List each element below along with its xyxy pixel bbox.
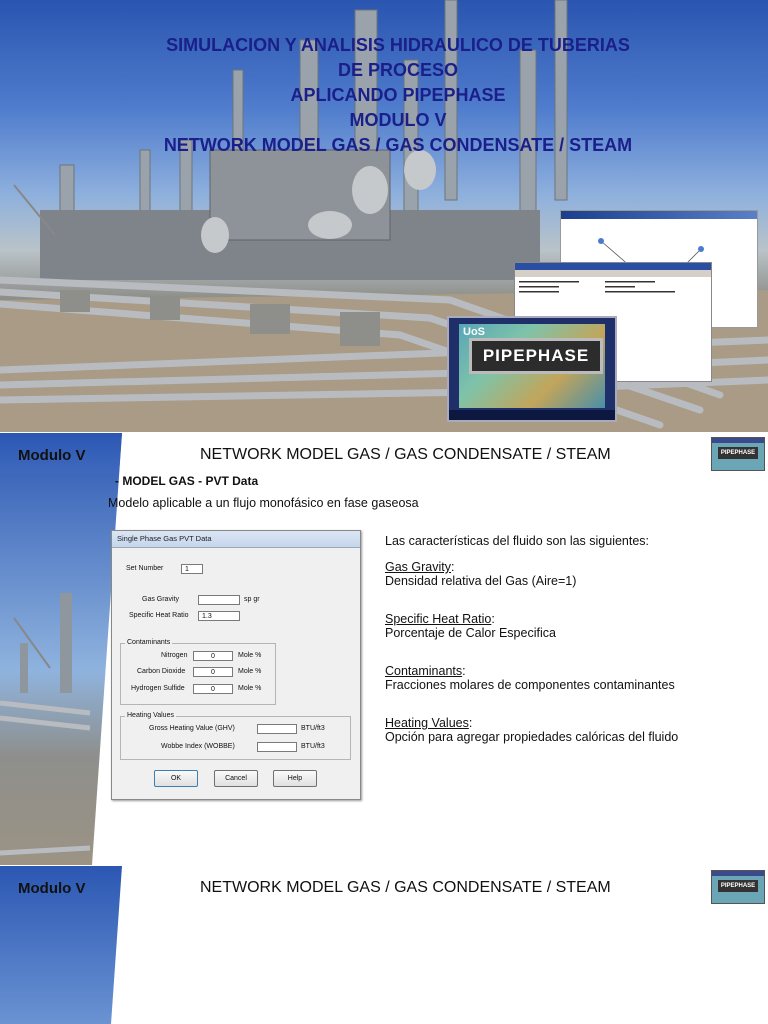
title-slide: [0, 0, 768, 432]
contaminants-group: [120, 639, 276, 705]
title-line-3: APLICANDO PIPEPHASE: [290, 85, 506, 105]
heating-values-group: [120, 712, 351, 760]
content-slide-next: [0, 866, 768, 1024]
slide-heading: NETWORK MODEL GAS / GAS CONDENSATE / STEAM: [200, 446, 611, 463]
dialog-title: Single Phase Gas PVT Data: [112, 531, 360, 548]
specific-heat-label: Specific Heat Ratio: [129, 612, 189, 619]
heating-values-group-label: Heating Values: [127, 712, 174, 719]
pipephase-splash-screenshot: [447, 316, 617, 422]
info-term: Specific Heat Ratio: [385, 612, 492, 626]
title-line-2: DE PROCESO: [337, 60, 459, 80]
title-line-5: NETWORK MODEL GAS / GAS CONDENSATE / STEAM: [163, 135, 633, 155]
cancel-button[interactable]: Cancel: [214, 770, 258, 787]
info-definition: Densidad relativa del Gas (Aire=1): [385, 574, 577, 588]
info-item-specific-heat: Specific Heat Ratio: Porcentaje de Calor Especifica: [385, 612, 556, 640]
pipephase-logo: PIPEPHASE: [469, 338, 603, 374]
info-definition: Opción para agregar propiedades calóricas del fluido: [385, 730, 679, 744]
gas-gravity-field[interactable]: [198, 595, 240, 605]
title-line-1: SIMULACION Y ANALISIS HIDRAULICO DE TUBERIAS: [166, 35, 630, 55]
info-item-contaminants: Contaminants: Fracciones molares de componentes contaminantes: [385, 664, 675, 692]
ok-button[interactable]: OK: [154, 770, 198, 787]
hydrogen-sulfide-unit: Mole %: [238, 685, 262, 692]
help-button[interactable]: Help: [273, 770, 317, 787]
ghv-label: Gross Heating Value (GHV): [149, 725, 235, 732]
slide-heading: NETWORK MODEL GAS / GAS CONDENSATE / STEAM: [200, 879, 611, 896]
pipephase-logo-text: PIPEPHASE: [718, 880, 758, 892]
set-number-field[interactable]: 1: [181, 564, 203, 574]
nitrogen-unit: Mole %: [238, 652, 262, 659]
wobbe-label: Wobbe Index (WOBBE): [161, 743, 235, 750]
title-line-4: MODULO V: [349, 110, 447, 130]
info-definition: Porcentaje de Calor Especifica: [385, 626, 556, 640]
left-panel-image: [0, 433, 122, 865]
set-number-label: Set Number: [126, 565, 164, 572]
left-decorative-panel: [0, 433, 122, 865]
info-term: Gas Gravity: [385, 560, 451, 574]
info-item-heating-values: Heating Values: Opción para agregar propiedades calóricas del fluido: [385, 716, 679, 744]
module-label: Modulo V: [18, 447, 86, 464]
hydrogen-sulfide-field[interactable]: 0: [193, 684, 233, 694]
info-term: Contaminants: [385, 664, 463, 678]
info-intro: Las características del fluido son las siguientes:: [385, 534, 650, 548]
gas-gravity-unit: sp gr: [244, 596, 260, 603]
pipephase-mini-logo: [711, 437, 765, 471]
gas-gravity-label: Gas Gravity: [142, 596, 179, 603]
specific-heat-field[interactable]: 1.3: [198, 611, 240, 621]
section-description: Modelo aplicable a un flujo monofásico en fase gaseosa: [108, 496, 419, 510]
pipephase-logo-text: PIPEPHASE: [718, 447, 758, 459]
info-term: Heating Values: [385, 716, 469, 730]
info-item-gas-gravity: Gas Gravity: Densidad relativa del Gas (Aire=1): [385, 560, 577, 588]
carbon-dioxide-field[interactable]: 0: [193, 667, 233, 677]
carbon-dioxide-unit: Mole %: [238, 668, 262, 675]
nitrogen-label: Nitrogen: [161, 652, 188, 659]
pipephase-mini-logo: [711, 870, 765, 904]
nitrogen-field[interactable]: 0: [193, 651, 233, 661]
info-definition: Fracciones molares de componentes contaminantes: [385, 678, 675, 692]
wobbe-unit: BTU/ft3: [301, 743, 325, 750]
contaminants-group-label: Contaminants: [127, 639, 171, 646]
uos-logo-text: UoS: [463, 326, 485, 338]
carbon-dioxide-label: Carbon Dioxide: [137, 668, 186, 675]
wobbe-field[interactable]: [257, 742, 297, 752]
content-slide-pvt-data: [0, 433, 768, 865]
section-subheading: - MODEL GAS - PVT Data: [115, 474, 259, 488]
title-slide-title: [0, 33, 768, 158]
pvt-data-dialog: [111, 530, 361, 800]
ghv-field[interactable]: [257, 724, 297, 734]
module-label: Modulo V: [18, 880, 86, 897]
hydrogen-sulfide-label: Hydrogen Sulfide: [131, 685, 185, 692]
ghv-unit: BTU/ft3: [301, 725, 325, 732]
